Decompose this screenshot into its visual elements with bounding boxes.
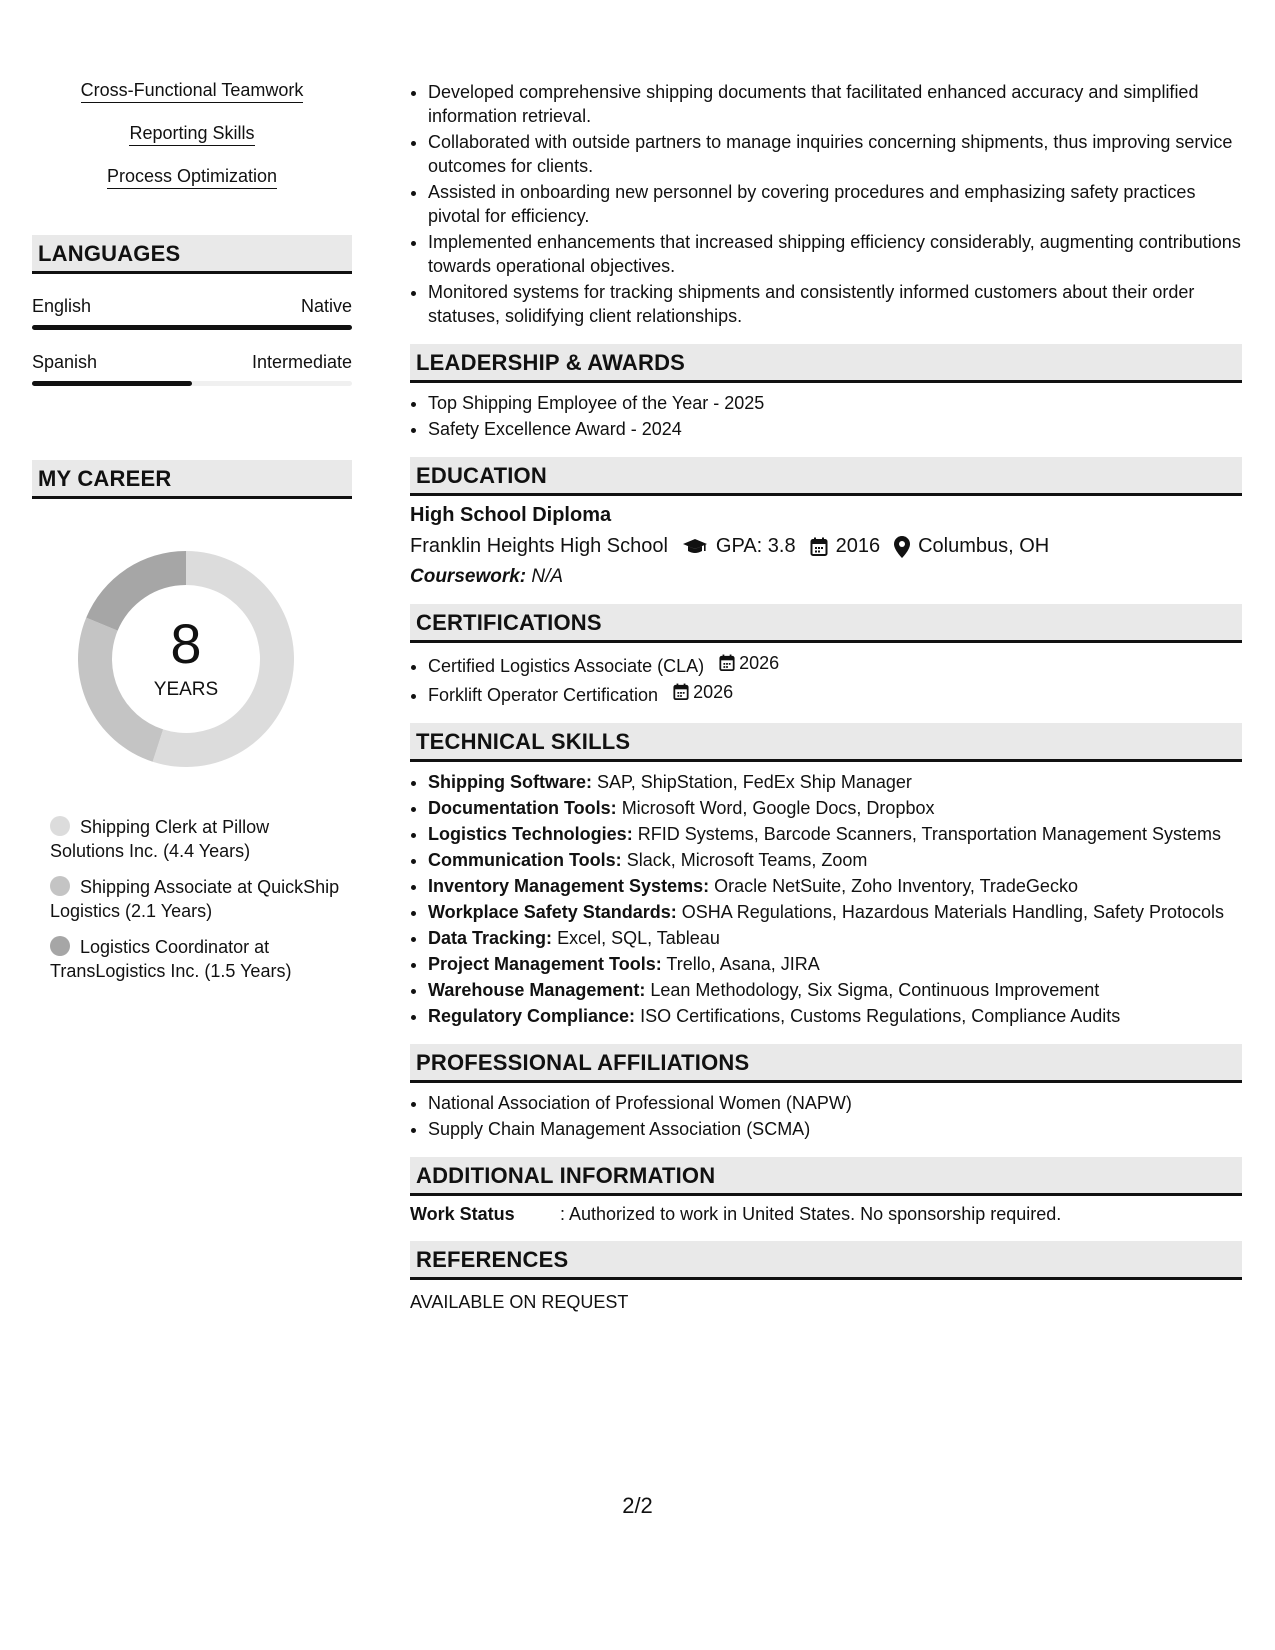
certifications-list: [410, 651, 1242, 707]
legend-dot: [50, 936, 70, 956]
certification-name: Forklift Operator Certification: [428, 685, 659, 705]
affiliations-list: [410, 1091, 1242, 1141]
certification-name: Certified Logistics Associate (CLA): [428, 656, 705, 676]
skill-category: Documentation Tools:: [428, 798, 617, 818]
work-status-row: [410, 1204, 1242, 1225]
skill-category: Shipping Software:: [428, 772, 592, 792]
skill-label: Reporting Skills: [129, 123, 254, 146]
language-bar-fill: [32, 325, 352, 330]
school-name: Franklin Heights High School: [410, 535, 668, 557]
languages-heading: LANGUAGES: [32, 235, 352, 274]
language-level: Native: [300, 296, 352, 316]
skill-link[interactable]: [32, 80, 352, 101]
award-item: • Safety Excellence Award - 2024: [428, 417, 1242, 441]
experience-bullets: [410, 80, 1242, 328]
sidebar: [32, 80, 352, 995]
skill-link[interactable]: [32, 166, 352, 187]
certifications-heading: CERTIFICATIONS: [410, 604, 1242, 643]
coursework: [410, 566, 1242, 588]
calendar-icon: [719, 654, 735, 672]
work-status-value: : Authorized to work in United States. No sponsorship required.: [560, 1204, 1062, 1224]
skill-label: Cross-Functional Teamwork: [81, 80, 304, 103]
technical-skill-item: [428, 848, 1242, 872]
career-donut-chart: [66, 539, 306, 779]
main-column: [410, 80, 1242, 1313]
award-item: • Top Shipping Employee of the Year - 2025: [428, 391, 1242, 415]
language-level: Intermediate: [251, 352, 352, 372]
technical-skill-item: [428, 978, 1242, 1002]
language-bar-fill: [32, 381, 192, 386]
coursework-value: N/A: [531, 566, 564, 587]
graduation-year: 2016: [835, 535, 881, 557]
skill-category: Data Tracking:: [428, 928, 553, 948]
skill-category: Communication Tools:: [428, 850, 622, 870]
skill-category: Regulatory Compliance:: [428, 1006, 636, 1026]
experience-bullet: • Developed comprehensive shipping documents that facilitated enhanced accuracy and simplified information retrieval.: [428, 80, 1242, 128]
legend-dot: [50, 816, 70, 836]
gpa: GPA: 3.8: [715, 535, 796, 557]
skill-values: ISO Certifications, Customs Regulations, Compliance Audits: [640, 1006, 1121, 1026]
calendar-icon: [673, 683, 689, 701]
experience-bullet: • Assisted in onboarding new personnel by covering procedures and emphasizing safety practices pivotal for efficiency.: [428, 180, 1242, 228]
skill-category: Project Management Tools:: [428, 954, 662, 974]
career-legend-item: [50, 875, 340, 923]
skill-link[interactable]: [32, 123, 352, 144]
skill-category: Workplace Safety Standards:: [428, 902, 677, 922]
education-heading: EDUCATION: [410, 457, 1242, 496]
skill-values: Excel, SQL, Tableau: [557, 928, 720, 948]
school-location: Columbus, OH: [918, 535, 1050, 557]
technical-skill-item: [428, 874, 1242, 898]
language-bar: [32, 325, 352, 330]
career-legend-item: [50, 935, 340, 983]
language-item: [32, 296, 352, 330]
graduation-cap-icon: [682, 538, 708, 556]
skills-list: [32, 80, 352, 187]
technical-skill-item: [428, 770, 1242, 794]
language-name: Spanish: [32, 352, 98, 372]
career-years-label: YEARS: [153, 679, 219, 700]
skill-values: Microsoft Word, Google Docs, Dropbox: [621, 798, 935, 818]
experience-bullet: • Collaborated with outside partners to manage inquiries concerning shipments, thus improving service outcomes for clients.: [428, 130, 1242, 178]
skill-values: Oracle NetSuite, Zoho Inventory, TradeGecko: [714, 876, 1078, 896]
skill-values: RFID Systems, Barcode Scanners, Transportation Management Systems: [637, 824, 1221, 844]
technical-skill-item: [428, 926, 1242, 950]
certification-item: [428, 680, 1242, 707]
calendar-icon: [810, 537, 828, 557]
legend-dot: [50, 876, 70, 896]
technical-skill-item: [428, 952, 1242, 976]
awards-heading: LEADERSHIP & AWARDS: [410, 344, 1242, 383]
language-name: English: [32, 296, 92, 316]
experience-bullet: • Monitored systems for tracking shipments and consistently informed customers about their order statuses, solidifying client relationships.: [428, 280, 1242, 328]
skill-values: Slack, Microsoft Teams, Zoom: [626, 850, 868, 870]
affiliation-item: • Supply Chain Management Association (SCMA): [428, 1117, 1242, 1141]
technical-skill-item: [428, 796, 1242, 820]
affiliations-heading: PROFESSIONAL AFFILIATIONS: [410, 1044, 1242, 1083]
technical-skill-item: [428, 1004, 1242, 1028]
technical-skills-list: [410, 770, 1242, 1028]
career-legend: [50, 815, 340, 983]
experience-bullet: • Implemented enhancements that increased shipping efficiency considerably, augmenting contributions towards operational objectives.: [428, 230, 1242, 278]
legend-text: Shipping Clerk at Pillow Solutions Inc. (4.4 Years): [50, 817, 270, 861]
skill-label: Process Optimization: [107, 166, 277, 189]
affiliation-item: • National Association of Professional Women (NAPW): [428, 1091, 1242, 1115]
additional-info-heading: ADDITIONAL INFORMATION: [410, 1157, 1242, 1196]
language-bar: [32, 381, 352, 386]
technical-skills-heading: TECHNICAL SKILLS: [410, 723, 1242, 762]
skill-values: Lean Methodology, Six Sigma, Continuous Improvement: [650, 980, 1100, 1000]
references-text: AVAILABLE ON REQUEST: [410, 1292, 629, 1312]
skill-values: Trello, Asana, JIRA: [666, 954, 820, 974]
technical-skill-item: [428, 900, 1242, 924]
language-item: [32, 352, 352, 386]
work-status-label: Work Status: [410, 1204, 515, 1224]
skill-values: SAP, ShipStation, FedEx Ship Manager: [597, 772, 912, 792]
awards-list: [410, 391, 1242, 441]
coursework-label: Coursework:: [410, 566, 527, 587]
career-heading: MY CAREER: [32, 460, 352, 499]
certification-item: [428, 651, 1242, 678]
legend-text: Logistics Coordinator at TransLogistics Inc. (1.5 Years): [50, 937, 292, 981]
certification-year: 2026: [693, 682, 734, 702]
degree-title: High School Diploma: [410, 504, 612, 526]
skill-category: Warehouse Management:: [428, 980, 646, 1000]
career-total-years: 8: [170, 612, 202, 675]
skill-category: Inventory Management Systems:: [428, 876, 710, 896]
skill-values: OSHA Regulations, Hazardous Materials Handling, Safety Protocols: [681, 902, 1225, 922]
career-legend-item: [50, 815, 340, 863]
location-pin-icon: [894, 536, 910, 558]
page-number: 2/2: [622, 1493, 653, 1518]
skill-category: Logistics Technologies:: [428, 824, 633, 844]
technical-skill-item: [428, 822, 1242, 846]
certification-year: 2026: [739, 653, 780, 673]
education-details: [410, 535, 1242, 558]
legend-text: Shipping Associate at QuickShip Logistics (2.1 Years): [50, 877, 340, 921]
references-heading: REFERENCES: [410, 1241, 1242, 1280]
